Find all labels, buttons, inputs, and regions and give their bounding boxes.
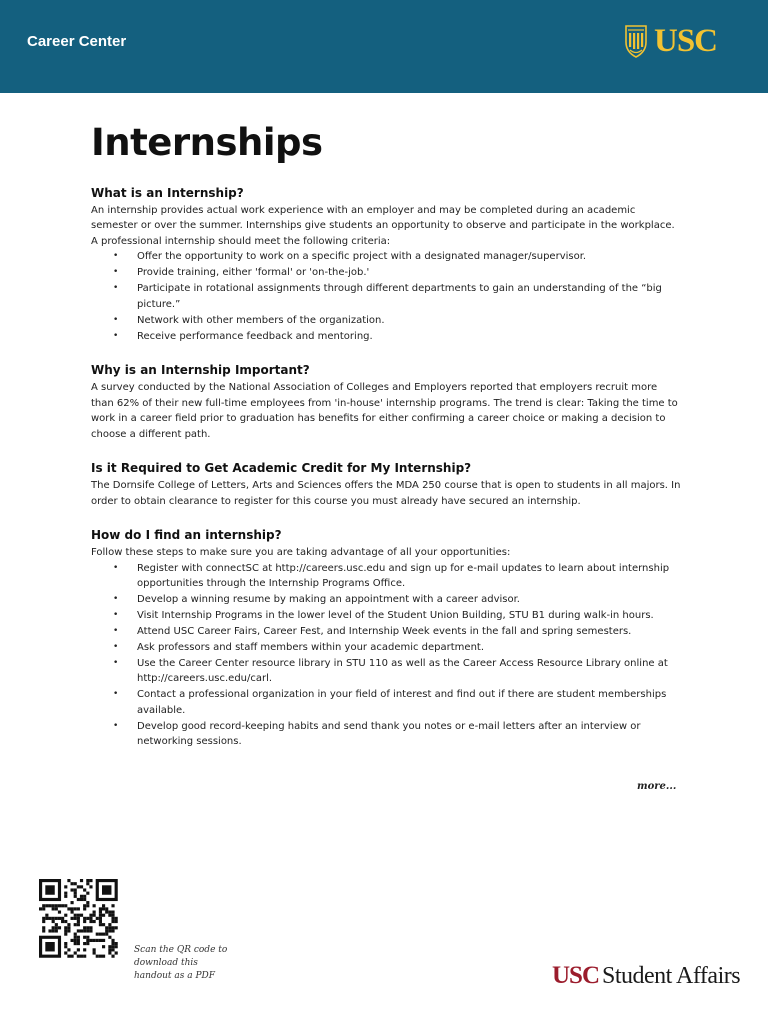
list-item: • Participate in rotational assignments through different departments to gain an understanding of the “big picture.”	[113, 281, 681, 312]
list-item: • Register with connectSC at http://careers.usc.edu and sign up for e-mail updates to learn about internship opportunities through the Internship Programs Office.	[113, 561, 681, 592]
section-paragraph: Follow these steps to make sure you are taking advantage of all your opportunities:	[91, 547, 511, 559]
header-bar	[0, 0, 768, 93]
qr-caption: Scan the QR code to download this handout as a PDF	[134, 945, 228, 981]
qr-code-icon[interactable]	[37, 877, 119, 987]
section-what-is-internship	[91, 185, 681, 344]
section-heading: How do I find an internship?	[91, 528, 282, 543]
usc-logo[interactable]	[624, 22, 717, 60]
section-why-important	[91, 362, 681, 442]
department-name: Career Center	[27, 33, 127, 50]
list-item: • Network with other members of the organization.	[113, 313, 681, 328]
list-item: • Ask professors and staff members within your academic department.	[113, 640, 681, 655]
list-item: • Offer the opportunity to work on a specific project with a designated manager/supervisor.	[113, 249, 681, 264]
criteria-list	[113, 249, 681, 343]
student-affairs-text: Student Affairs	[602, 963, 741, 989]
list-item: • Develop good record-keeping habits and send thank you notes or e-mail letters after an interview or networking sessions.	[113, 719, 681, 750]
list-item: • Develop a winning resume by making an appointment with a career advisor.	[113, 592, 681, 607]
student-affairs-logo[interactable]	[552, 962, 740, 990]
steps-list	[113, 561, 681, 749]
list-item: • Use the Career Center resource library in STU 110 as well as the Career Access Resource Library online at http://careers.usc.edu/carl.	[113, 656, 681, 687]
section-find-internship	[91, 527, 681, 749]
usc-seal-icon	[624, 24, 648, 58]
section-paragraph: An internship provides actual work experience with an employer and may be completed during an academic semester or over the summer. Internships give students an opportunity to observe and participate in the workplace. A professional internship should meet the following criteria:	[91, 204, 675, 247]
student-affairs-usc: USC	[552, 962, 600, 989]
usc-logo-text: USC	[654, 22, 718, 59]
document-body	[91, 123, 681, 767]
list-item: • Contact a professional organization in your field of interest and find out if there are student memberships available.	[113, 687, 681, 718]
section-paragraph: A survey conducted by the National Association of Colleges and Employers reported that employers recruit more than 62% of their new full-time employees from 'in-house' internship programs. The trend is clear: Taking the time to work in a career field prior to graduation has benefits for either confirming a career choice or making a decision to choose a different path.	[91, 381, 678, 440]
section-heading: Why is an Internship Important?	[91, 362, 310, 377]
section-heading: What is an Internship?	[91, 185, 244, 200]
list-item: • Visit Internship Programs in the lower level of the Student Union Building, STU B1 during walk-in hours.	[113, 608, 681, 623]
section-paragraph: The Dornsife College of Letters, Arts and Sciences offers the MDA 250 course that is open to students in all majors. In order to obtain clearance to register for this course you must already have secured an internship.	[91, 480, 681, 507]
more-link[interactable]: more...	[637, 781, 677, 792]
section-heading: Is it Required to Get Academic Credit for My Internship?	[91, 461, 472, 476]
list-item: • Attend USC Career Fairs, Career Fest, and Internship Week events in the fall and spring semesters.	[113, 624, 681, 639]
list-item: • Receive performance feedback and mentoring.	[113, 329, 681, 344]
section-academic-credit	[91, 460, 681, 509]
page-title: Internships	[91, 121, 323, 164]
list-item: • Provide training, either 'formal' or 'on-the-job.'	[113, 265, 681, 280]
